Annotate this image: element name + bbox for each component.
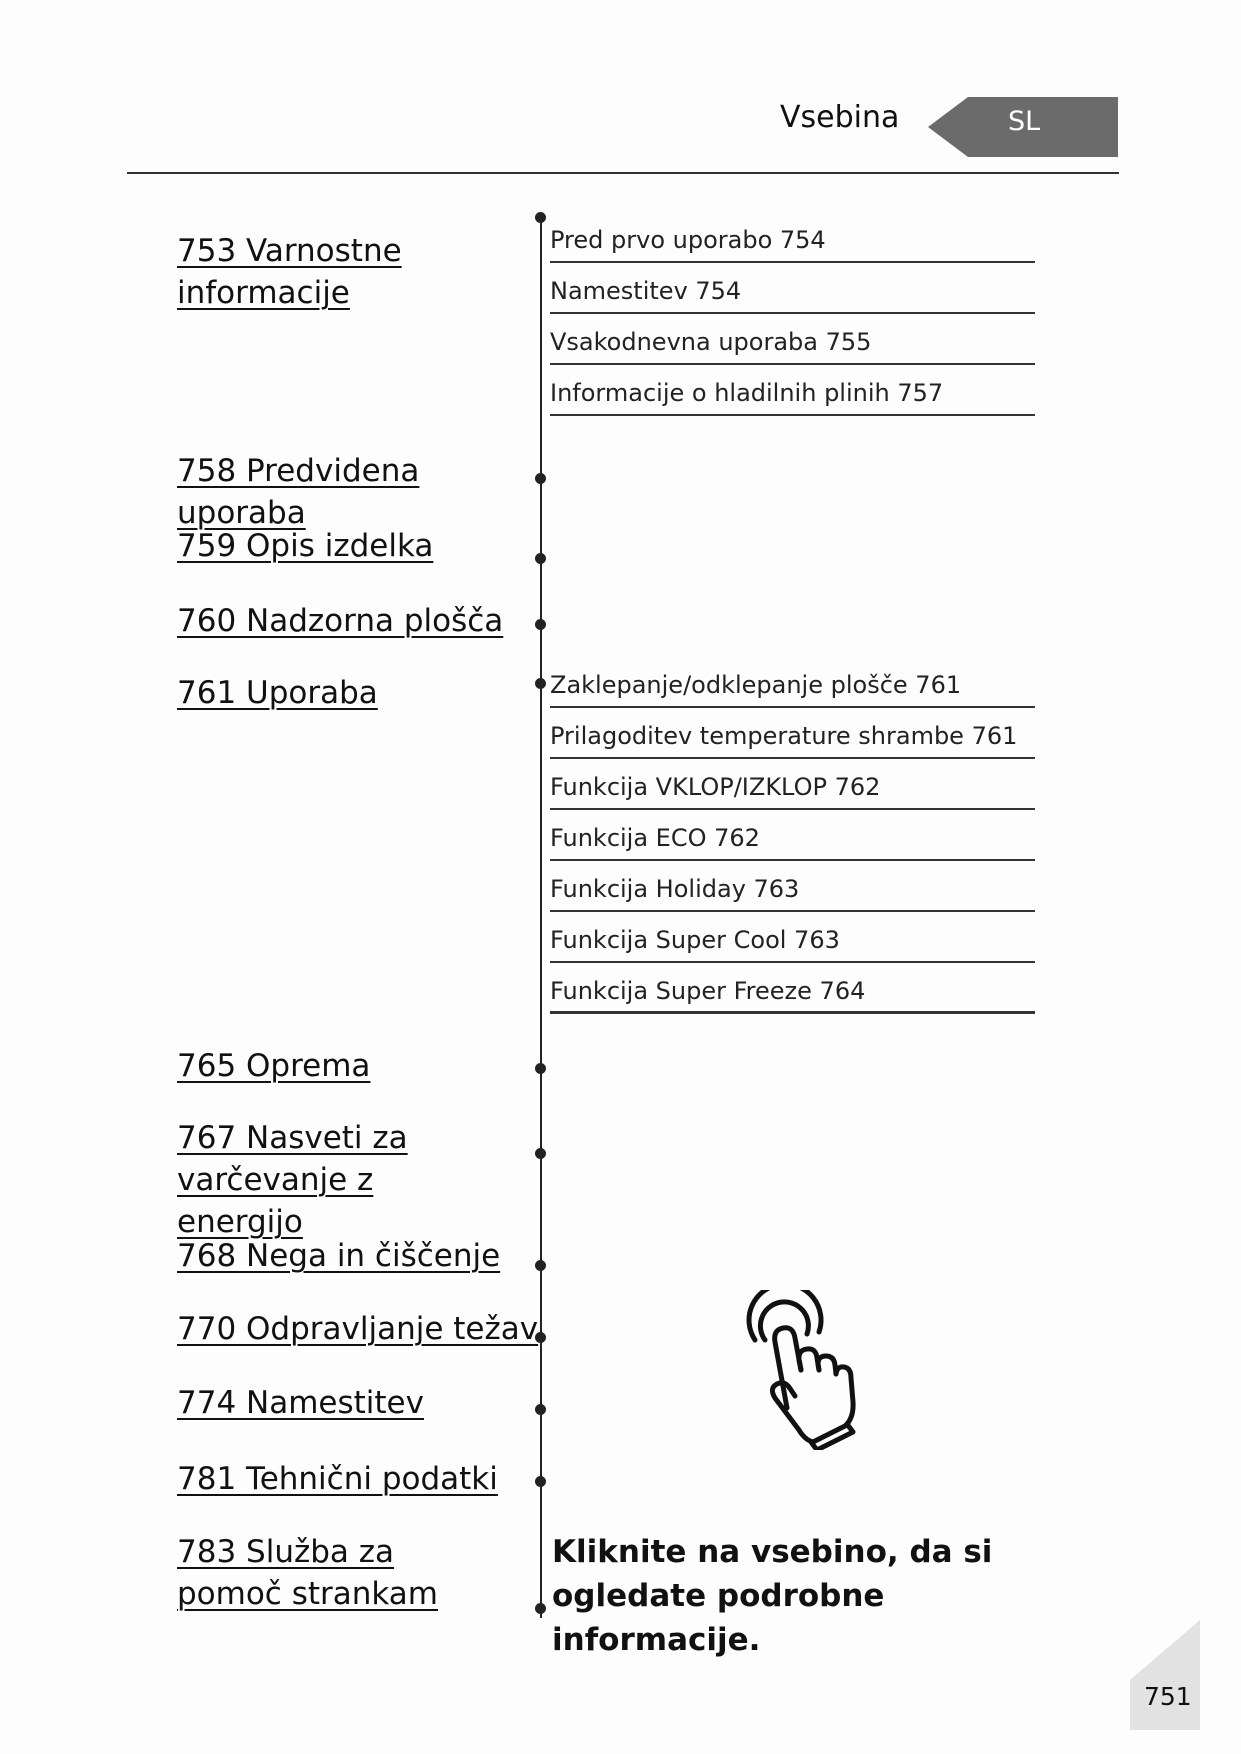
toc-sub-link[interactable]: Funkcija Super Freeze 764 bbox=[550, 973, 1035, 1014]
toc-sub-link[interactable]: Informacije o hladilnih plinih 757 bbox=[550, 375, 1035, 416]
toc-link-troubleshooting[interactable]: 770 Odpravljanje težav bbox=[177, 1311, 539, 1347]
toc-sub-link[interactable]: Pred prvo uporabo 754 bbox=[550, 222, 1035, 263]
toc-link-product-description[interactable]: 759 Opis izdelka bbox=[177, 528, 434, 564]
toc-sub-link[interactable]: Prilagoditev temperature shrambe 761 bbox=[550, 718, 1035, 759]
header-divider bbox=[127, 172, 1119, 174]
toc-sub-link[interactable]: Namestitev 754 bbox=[550, 273, 1035, 314]
toc-sub-link[interactable]: Funkcija Holiday 763 bbox=[550, 871, 1035, 912]
toc-sub-link[interactable]: Funkcija Super Cool 763 bbox=[550, 922, 1035, 963]
toc-sub-link[interactable]: Funkcija VKLOP/IZKLOP 762 bbox=[550, 769, 1035, 810]
toc-link-customer-service[interactable]: 783 Služba za pomoč strankam bbox=[177, 1534, 439, 1612]
timeline-dot bbox=[535, 1603, 546, 1614]
toc-link-intended-use[interactable]: 758 Predvidena uporaba bbox=[177, 453, 420, 531]
page-corner bbox=[1130, 1620, 1200, 1734]
toc-link-technical-data[interactable]: 781 Tehnični podatki bbox=[177, 1461, 498, 1497]
toc-link-energy-saving[interactable]: 767 Nasveti za varčevanje z energijo bbox=[177, 1120, 408, 1240]
toc-sub-link[interactable]: Zaklepanje/odklepanje plošče 761 bbox=[550, 667, 1035, 708]
toc-sub-link[interactable]: Vsakodnevna uporaba 755 bbox=[550, 324, 1035, 365]
tap-hand-icon bbox=[735, 1290, 875, 1454]
page-number: 751 bbox=[1144, 1682, 1192, 1711]
toc-link-care-cleaning[interactable]: 768 Nega in čiščenje bbox=[177, 1238, 501, 1274]
language-label: SL bbox=[1008, 106, 1041, 137]
toc-link-safety[interactable]: 753 Varnostne informacije bbox=[177, 233, 402, 311]
instruction-text: Kliknite na vsebino, da si ogledate podrobne informacije. bbox=[552, 1534, 993, 1658]
timeline-dot bbox=[535, 1148, 546, 1159]
toc-link-use[interactable]: 761 Uporaba bbox=[177, 675, 378, 711]
toc-link-installation[interactable]: 774 Namestitev bbox=[177, 1385, 424, 1421]
toc-link-accessories[interactable]: 765 Oprema bbox=[177, 1048, 371, 1084]
timeline-dot bbox=[535, 212, 546, 223]
toc-sub-link[interactable]: Funkcija ECO 762 bbox=[550, 820, 1035, 861]
toc-link-control-panel[interactable]: 760 Nadzorna plošča bbox=[177, 603, 504, 639]
page-title: Vsebina bbox=[780, 100, 900, 135]
